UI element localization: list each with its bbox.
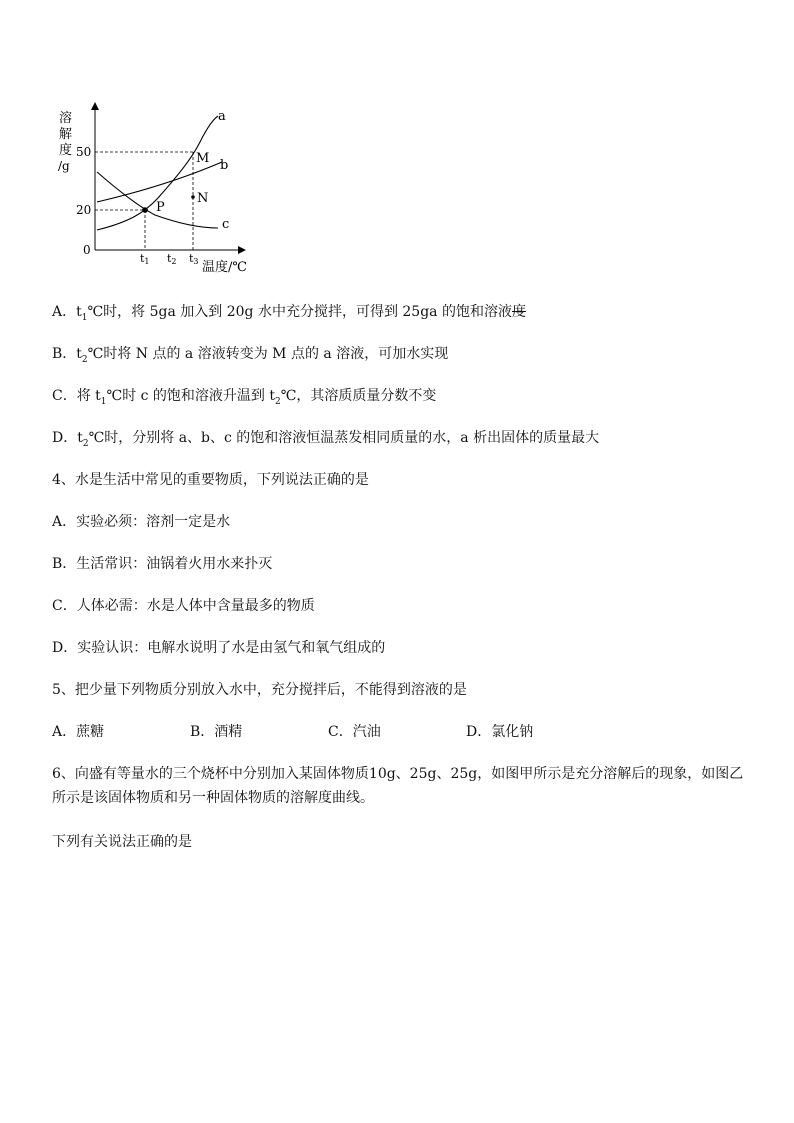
axes <box>95 110 238 250</box>
y-tick-20: 20 <box>76 203 92 217</box>
q3-d-text-2: ℃时，分别将 a、b、c 的饱和溶液恒温蒸发相同质量的水，a 析出固体的质量最大 <box>88 430 600 446</box>
q4-stem: 4、水是生活中常见的重要物质，下列说法正确的是 <box>52 472 369 488</box>
y-tick-50: 50 <box>76 145 92 159</box>
y-axis-label-2: 解 <box>59 127 73 142</box>
curve-label-a: a <box>218 109 226 124</box>
q3-a-struck-char: 度 <box>511 304 526 320</box>
q5-option-d: D．氯化钠 <box>466 724 534 740</box>
q3-option-d <box>52 428 599 454</box>
y-axis-arrow <box>91 102 99 110</box>
q3-d-text-1: D．t <box>52 430 83 446</box>
x-axis-label: 温度/℃ <box>202 260 247 275</box>
q4-option-b: B．生活常识：油锅着火用水来扑灭 <box>52 556 273 572</box>
point-label-p: P <box>156 200 165 215</box>
q4-option-c: C．人体必需：水是人体中含量最多的物质 <box>52 598 315 614</box>
solubility-figure <box>50 100 270 280</box>
q3-b-sub: 2 <box>81 354 88 365</box>
point-p <box>142 207 148 213</box>
q5-option-c: C．汽油 <box>328 724 381 740</box>
q3-a-text-2: ℃时，将 5ga 加入到 20g 水中充分搅拌，可得到 25ga 的饱和溶液 <box>87 304 512 320</box>
q3-option-c <box>52 386 436 412</box>
y-axis-label-1: 溶 <box>59 111 73 126</box>
q3-option-a <box>52 302 526 328</box>
q4-option-d: D．实验认识：电解水说明了水是由氢气和氧气组成的 <box>52 640 386 656</box>
x-tick-t2: t2 <box>167 252 177 266</box>
q3-b-text-2: ℃时将 N 点的 a 溶液转变为 M 点的 a 溶液，可加水实现 <box>87 346 449 362</box>
q5-option-b: B．酒精 <box>190 724 243 740</box>
y-axis-label-4: /g <box>58 159 70 173</box>
x-tick-t3: t3 <box>189 252 199 266</box>
q5-option-a: A．蔗糖 <box>52 724 105 740</box>
q5-stem: 5、把少量下列物质分别放入水中，充分搅拌后，不能得到溶液的是 <box>52 682 467 698</box>
q4-option-a: A．实验必须：溶剂一定是水 <box>52 514 231 530</box>
dashed-guides <box>95 152 193 250</box>
q5-options <box>52 722 604 742</box>
q3-option-b <box>52 344 448 370</box>
point-n <box>191 195 195 199</box>
q3-d-sub: 2 <box>82 438 89 449</box>
x-axis-arrow <box>238 246 246 254</box>
q3-c-text-1: C．将 t <box>52 388 101 404</box>
q6-follow: 下列有关说法正确的是 <box>52 834 192 850</box>
point-label-m: M <box>196 151 210 166</box>
q3-c-sub-2: 2 <box>275 396 281 407</box>
q3-c-text-3: ℃，其溶质质量分数不变 <box>280 388 437 404</box>
q3-b-text-1: B．t <box>52 346 82 362</box>
q3-a-text-1: A．t <box>52 304 82 320</box>
y-tick-0: 0 <box>83 243 91 257</box>
curve-label-c: c <box>222 217 230 232</box>
curve-label-b: b <box>220 158 229 173</box>
y-axis-label-3: 度 <box>59 143 73 158</box>
q6-stem: 6、向盛有等量水的三个烧杯中分别加入某固体物质10g、25g、25g，如图甲所示是充分溶解后的现象，如图乙所示是该固体物质和另一种固体物质的溶解度曲线。 <box>52 766 744 806</box>
q3-a-sub: 1 <box>81 312 88 323</box>
x-tick-t1: t1 <box>140 252 150 266</box>
point-label-n: N <box>197 191 209 206</box>
q3-c-text-2: ℃时 c 的饱和溶液升温到 t <box>106 388 276 404</box>
q3-c-sub-1: 1 <box>100 396 107 407</box>
